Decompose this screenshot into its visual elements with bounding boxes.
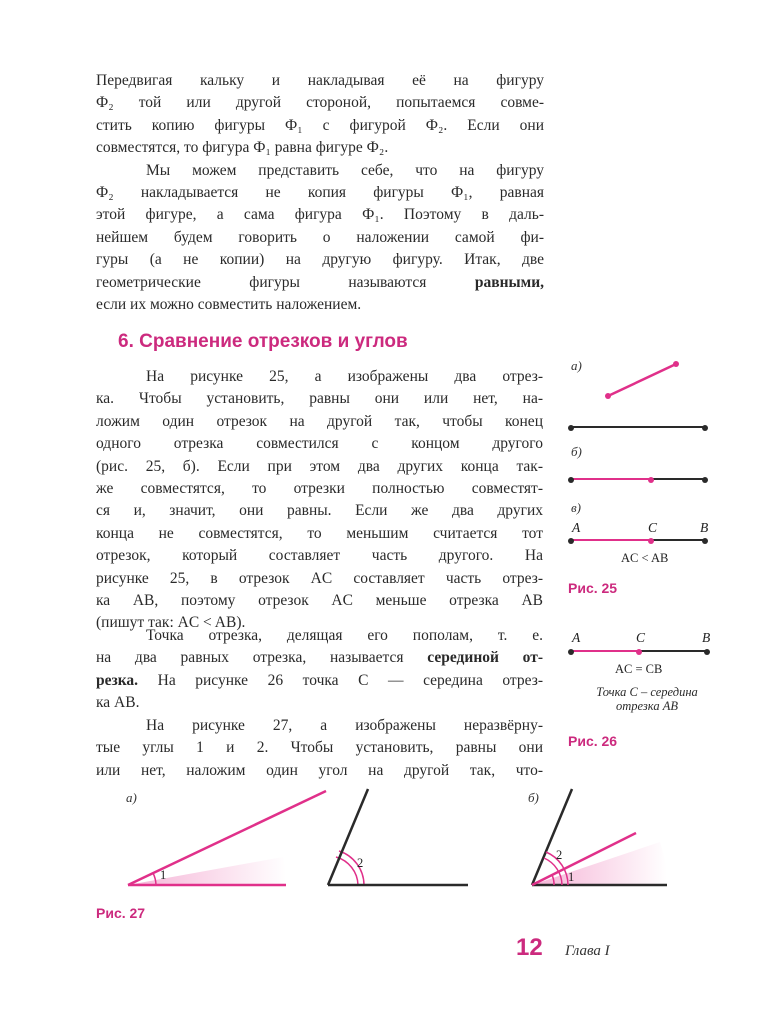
- text-line: [96, 670, 543, 692]
- page-number: 12: [516, 934, 543, 961]
- text-line: или нет, наложим один угол на другой так, что-: [96, 761, 543, 779]
- text-line: этой фигуре, а сама фигура Ф₁. Поэтому в даль-: [96, 206, 544, 224]
- text-fragment: геометрические фигуры называются: [96, 273, 427, 291]
- text-line: ка AB.: [96, 694, 140, 712]
- fig26-point: [704, 649, 710, 655]
- fig25-point: [568, 425, 574, 431]
- fig26-caption: Рис. 26: [568, 733, 618, 749]
- fig25-point: [648, 477, 654, 483]
- fig26-description-line: Точка C – середина: [596, 685, 698, 699]
- term-midpoint-end: резка.: [96, 671, 139, 689]
- text-line: Передвигая кальку и накладывая её на фигуру: [96, 72, 544, 89]
- fig25-point-a-label: A: [572, 520, 581, 535]
- text-line: гуры (а не копии) на другую фигуру. Итак, две: [96, 251, 544, 269]
- section-title: 6. Сравнение отрезков и углов: [118, 331, 408, 352]
- fig25-point: [702, 538, 708, 544]
- text-line: [96, 647, 543, 669]
- fig25-point: [702, 425, 708, 431]
- text-line: стить копию фигуры Ф₁ с фигурой Ф₂. Если они: [96, 116, 544, 134]
- fig27-angle-1: [120, 785, 340, 895]
- fig26-note: AC = CB: [615, 662, 663, 676]
- fig26-point: [568, 649, 574, 655]
- fig25-segment-a: [600, 356, 684, 404]
- text-line: же совместятся, то отрезки полностью совместят-: [96, 480, 543, 498]
- text-line: На рисунке 27, а изображены неразвёрну-: [146, 717, 543, 734]
- fig25-point-c-label: C: [648, 520, 658, 535]
- text-line: ка AB, поэтому отрезок AC меньше отрезка AB: [96, 592, 543, 610]
- fig26-point-c-label: C: [636, 630, 646, 645]
- text-line: Точка отрезка, делящая его пополам, т. е.: [146, 627, 543, 644]
- text-line: отрезок, который составляет часть другого. На: [96, 547, 543, 565]
- term-midpoint: серединой от-: [427, 649, 543, 667]
- fig26-point: [636, 649, 642, 655]
- fig25-segment-a-long: [571, 426, 705, 428]
- fig25-label-v: в): [571, 500, 581, 515]
- fig27-angle-2: [322, 785, 472, 895]
- fig26-description: [582, 685, 712, 713]
- text-line: ка. Чтобы установить, равны они или нет, на-: [96, 390, 543, 408]
- fig25-segment-v-pink: [571, 539, 651, 541]
- fig25-point: [648, 538, 654, 544]
- text-line: конца не совместятся, то меньшим считается тот: [96, 524, 543, 542]
- fig26-segment-pink: [571, 650, 639, 652]
- text-line: ся и, значит, они равны. Если же два других: [96, 502, 543, 520]
- fig26-description-line: отрезка AB: [616, 699, 678, 713]
- fig26-point-b-label: B: [702, 630, 711, 645]
- text-line: если их можно совместить наложением.: [96, 296, 362, 314]
- body-paragraph-1: [96, 366, 543, 635]
- fig25-point: [568, 477, 574, 483]
- text-fragment: На рисунке 26 точка C — середина отрез-: [157, 671, 543, 689]
- text-line: рисунке 25, в отрезок AC составляет часть отрез-: [96, 569, 543, 587]
- fig25-segment-b-pink: [571, 478, 651, 480]
- fig27-overlay-angle1-label: 1: [568, 870, 575, 884]
- fig27-label-b: б): [528, 790, 539, 805]
- text-line: тые углы 1 и 2. Чтобы установить, равны они: [96, 739, 543, 757]
- fig27-overlay-angle2-label: 2: [556, 848, 563, 862]
- text-line: совместятся, то фигура Ф₁ равна фигуре Ф₂.: [96, 139, 389, 157]
- chapter-label: Глава I: [565, 943, 610, 959]
- intro-paragraph: [96, 70, 544, 316]
- fig25-point: [702, 477, 708, 483]
- text-line: Ф₂ той или другой стороной, попытаемся совме-: [96, 94, 544, 112]
- fig25-point-b-label: B: [700, 520, 709, 535]
- fig27-label-a: а): [126, 790, 137, 805]
- fig27-angle2-label: 2: [357, 856, 364, 870]
- text-line: (рис. 25, б). Если при этом два других конца так-: [96, 457, 543, 475]
- text-line: [96, 272, 544, 294]
- fig26-point-a-label: A: [572, 630, 581, 645]
- fig27-angle1-label: 1: [160, 868, 167, 882]
- fig27-caption: Рис. 27: [96, 905, 146, 921]
- text-line: Мы можем представить себе, что на фигуру: [146, 161, 544, 179]
- text-line: ложим один отрезок на другой так, чтобы конец: [96, 412, 543, 430]
- fig25-caption: Рис. 25: [568, 580, 618, 596]
- body-paragraph-3: [96, 715, 543, 782]
- text-line: одного отрезка совместился с концом другого: [96, 435, 543, 453]
- text-line: нейшем будем говорить о наложении самой фи-: [96, 228, 544, 246]
- body-paragraph-2: [96, 625, 543, 715]
- text-line: На рисунке 25, а изображены два отрез-: [146, 368, 543, 385]
- text-line: Ф₂ накладывается не копия фигуры Ф₁, равная: [96, 184, 544, 202]
- fig27-angles-overlay: [524, 785, 674, 895]
- text-line: (пишут так: AC < AB).: [96, 614, 246, 632]
- fig25-label-b: б): [571, 444, 582, 459]
- fig25-label-a: а): [571, 358, 582, 373]
- fig25-note: AC < AB: [621, 551, 669, 565]
- text-fragment: на два равных отрезка, называется: [96, 649, 404, 667]
- term-equal: равными,: [474, 273, 544, 291]
- fig25-point: [568, 538, 574, 544]
